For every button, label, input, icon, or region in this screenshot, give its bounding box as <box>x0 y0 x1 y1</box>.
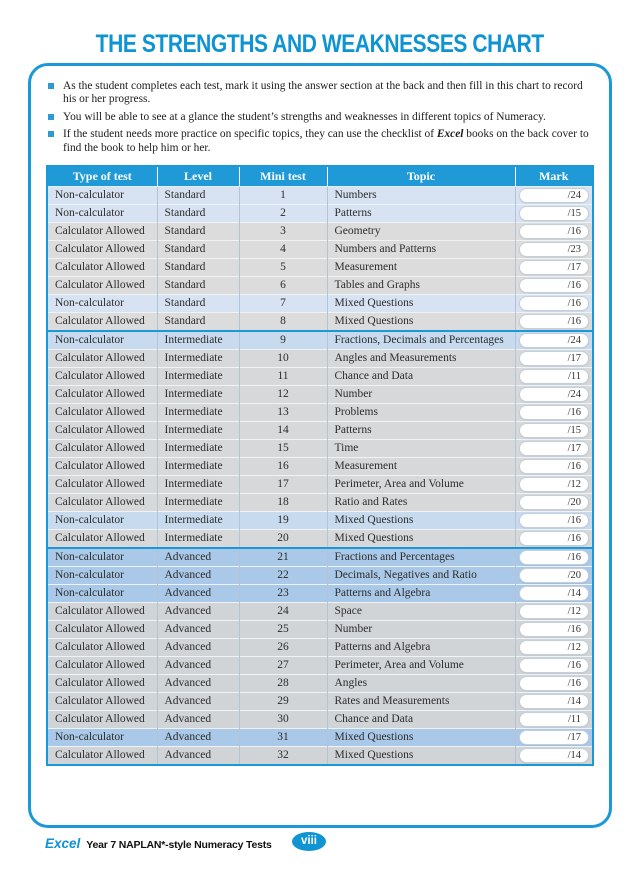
topic-cell: Patterns <box>327 421 515 439</box>
type-cell: Calculator Allowed <box>47 475 157 493</box>
type-cell: Non-calculator <box>47 548 157 567</box>
level-cell: Intermediate <box>157 439 239 457</box>
mark-cell <box>515 692 593 710</box>
type-cell: Calculator Allowed <box>47 367 157 385</box>
level-cell: Advanced <box>157 692 239 710</box>
type-cell: Non-calculator <box>55 189 124 202</box>
bullet-square-icon <box>48 83 54 89</box>
topic-cell: Measurement <box>327 457 515 475</box>
mark-input[interactable]: /16 <box>519 622 590 637</box>
mark-cell <box>515 620 593 638</box>
bullet-square-icon <box>48 114 54 120</box>
level-cell: Intermediate <box>157 457 239 475</box>
minitest-cell: 8 <box>239 312 327 331</box>
table-row <box>47 258 593 276</box>
type-cell: Non-calculator <box>47 204 157 222</box>
minitest-cell: 31 <box>239 728 327 746</box>
mark-cell <box>515 602 593 620</box>
level-cell: Advanced <box>157 584 239 602</box>
minitest-cell: 26 <box>239 638 327 656</box>
topic-cell: Space <box>327 602 515 620</box>
intro-bullet <box>46 128 591 155</box>
type-cell: Calculator Allowed <box>47 710 157 728</box>
mark-input[interactable]: /12 <box>519 477 590 492</box>
column-header-mini-test: Mini test <box>239 166 327 186</box>
table-row <box>47 656 593 674</box>
minitest-cell: 23 <box>239 584 327 602</box>
topic-cell: Mixed Questions <box>327 746 515 765</box>
topic-cell: Chance and Data <box>327 367 515 385</box>
level-cell: Advanced <box>157 548 239 567</box>
topic-cell: Mixed Questions <box>327 728 515 746</box>
mark-cell <box>515 186 593 204</box>
mark-cell <box>515 403 593 421</box>
table-row <box>47 511 593 529</box>
table-header-row <box>47 166 593 186</box>
table-row <box>47 674 593 692</box>
mark-cell <box>515 511 593 529</box>
table-row <box>47 367 593 385</box>
mark-input[interactable]: /24 <box>519 387 590 402</box>
level-cell: Intermediate <box>157 349 239 367</box>
mark-input[interactable]: /12 <box>519 640 590 655</box>
minitest-cell: 27 <box>239 656 327 674</box>
minitest-cell: 1 <box>239 186 327 204</box>
mark-input[interactable]: /16 <box>519 658 590 673</box>
type-cell: Calculator Allowed <box>47 529 157 548</box>
table-row <box>47 620 593 638</box>
type-cell: Calculator Allowed <box>47 620 157 638</box>
column-header-mark: Mark <box>515 166 593 186</box>
table-row <box>47 566 593 584</box>
mark-input[interactable]: /16 <box>519 224 590 239</box>
mark-input[interactable]: /16 <box>519 550 590 565</box>
table-row <box>47 240 593 258</box>
mark-cell <box>515 258 593 276</box>
page-title <box>0 30 640 59</box>
table-row <box>47 728 593 746</box>
minitest-cell: 16 <box>239 457 327 475</box>
topic-cell: Perimeter, Area and Volume <box>327 475 515 493</box>
type-cell: Calculator Allowed <box>47 602 157 620</box>
section-intermediate <box>47 331 593 548</box>
mark-input[interactable]: /23 <box>519 242 590 257</box>
mark-cell <box>515 457 593 475</box>
mark-input[interactable]: /24 <box>519 188 590 203</box>
level-cell: Standard <box>157 276 239 294</box>
table-row <box>47 331 593 350</box>
bullet-text: books on the back cover to find the book to help him or her. <box>63 128 589 154</box>
minitest-cell: 3 <box>239 222 327 240</box>
mark-input[interactable]: /14 <box>519 748 590 763</box>
topic-cell: Rates and Measurements <box>327 692 515 710</box>
mark-cell <box>515 312 593 331</box>
topic-cell: Patterns and Algebra <box>327 584 515 602</box>
level-cell: Advanced <box>157 566 239 584</box>
strengths-table <box>46 165 594 766</box>
topic-cell: Numbers <box>327 186 515 204</box>
type-cell: Calculator Allowed <box>47 312 157 331</box>
minitest-cell: 6 <box>239 276 327 294</box>
mark-input[interactable]: /15 <box>519 206 590 221</box>
mark-cell <box>515 548 593 567</box>
table-row <box>47 584 593 602</box>
section-advanced <box>47 548 593 765</box>
level-cell: Advanced <box>157 620 239 638</box>
minitest-cell: 18 <box>239 493 327 511</box>
mark-input[interactable]: /16 <box>519 513 590 528</box>
mark-input[interactable]: /16 <box>519 296 590 311</box>
mark-cell <box>515 367 593 385</box>
table-row <box>47 276 593 294</box>
type-cell: Calculator Allowed <box>47 349 157 367</box>
table-row <box>47 746 593 765</box>
topic-cell: Numbers and Patterns <box>327 240 515 258</box>
topic-cell: Problems <box>327 403 515 421</box>
type-cell: Calculator Allowed <box>47 222 157 240</box>
footer <box>45 836 272 851</box>
mark-input[interactable]: /16 <box>519 459 590 474</box>
table-row <box>47 457 593 475</box>
minitest-cell: 2 <box>239 204 327 222</box>
mark-cell <box>515 421 593 439</box>
type-cell: Calculator Allowed <box>47 457 157 475</box>
topic-cell: Fractions and Percentages <box>327 548 515 567</box>
mark-input[interactable]: /17 <box>519 351 590 366</box>
level-cell: Standard <box>157 294 239 312</box>
level-cell: Advanced <box>157 602 239 620</box>
table-row <box>47 692 593 710</box>
footer-brand: Excel <box>45 836 81 851</box>
level-cell: Advanced <box>157 746 239 765</box>
minitest-cell: 5 <box>239 258 327 276</box>
column-header-level: Level <box>157 166 239 186</box>
brand-text: Excel <box>436 128 464 141</box>
level-cell: Standard <box>157 312 239 331</box>
mark-cell <box>515 566 593 584</box>
minitest-cell: 14 <box>239 421 327 439</box>
topic-cell: Number <box>327 385 515 403</box>
mark-input[interactable]: /11 <box>519 712 590 727</box>
type-cell: Calculator Allowed <box>47 638 157 656</box>
mark-cell <box>515 493 593 511</box>
topic-cell: Number <box>327 620 515 638</box>
minitest-cell: 7 <box>239 294 327 312</box>
type-cell: Calculator Allowed <box>47 674 157 692</box>
table-row <box>47 548 593 567</box>
mark-input[interactable]: /16 <box>519 278 590 293</box>
level-cell: Intermediate <box>157 403 239 421</box>
mark-cell <box>515 204 593 222</box>
table-row <box>47 349 593 367</box>
type-cell: Calculator Allowed <box>47 421 157 439</box>
level-cell: Advanced <box>157 728 239 746</box>
mark-input[interactable]: /14 <box>519 586 590 601</box>
minitest-cell: 10 <box>239 349 327 367</box>
page-title-text: THE STRENGTHS AND WEAKNESSES CHART <box>95 30 545 58</box>
table-row <box>47 710 593 728</box>
mark-cell <box>515 385 593 403</box>
mark-cell <box>515 656 593 674</box>
table-row <box>47 312 593 331</box>
type-cell: Calculator Allowed <box>47 692 157 710</box>
mark-cell <box>515 276 593 294</box>
topic-cell: Measurement <box>327 258 515 276</box>
mark-input[interactable]: /15 <box>519 423 590 438</box>
topic-cell: Mixed Questions <box>327 312 515 331</box>
topic-cell: Tables and Graphs <box>327 276 515 294</box>
mark-input[interactable]: /12 <box>519 604 590 619</box>
intro-bullet <box>46 80 591 107</box>
mark-input[interactable]: /24 <box>519 333 590 348</box>
table-row <box>47 222 593 240</box>
topic-cell: Angles <box>327 674 515 692</box>
type-cell: Calculator Allowed <box>47 403 157 421</box>
topic-cell: Ratio and Rates <box>327 493 515 511</box>
type-cell: Calculator Allowed <box>47 276 157 294</box>
column-header-type-of-test: Type of test <box>47 166 157 186</box>
topic-cell: Patterns <box>327 204 515 222</box>
minitest-cell: 24 <box>239 602 327 620</box>
type-cell: Non-calculator <box>47 728 157 746</box>
mark-input[interactable]: /16 <box>519 531 590 546</box>
mark-cell <box>515 294 593 312</box>
topic-cell: Fractions, Decimals and Percentages <box>327 331 515 350</box>
table-row <box>47 475 593 493</box>
type-cell: Non-calculator <box>47 294 157 312</box>
content-panel <box>28 63 612 828</box>
mark-cell <box>515 240 593 258</box>
level-cell: Intermediate <box>157 475 239 493</box>
table-row <box>47 385 593 403</box>
bullet-square-icon <box>48 131 54 137</box>
type-cell: Non-calculator <box>47 331 157 350</box>
level-cell: Intermediate <box>157 493 239 511</box>
topic-cell: Patterns and Algebra <box>327 638 515 656</box>
column-header-topic: Topic <box>327 166 515 186</box>
mark-input[interactable]: /16 <box>519 314 590 329</box>
level-cell: Standard <box>157 186 239 204</box>
mark-cell <box>515 331 593 350</box>
mark-input[interactable]: /16 <box>519 676 590 691</box>
level-cell: Intermediate <box>157 511 239 529</box>
mark-cell <box>515 222 593 240</box>
mark-input[interactable]: /17 <box>519 730 590 745</box>
mark-cell <box>515 638 593 656</box>
mark-input[interactable]: /17 <box>519 441 590 456</box>
minitest-cell: 15 <box>239 439 327 457</box>
table-row <box>47 294 593 312</box>
level-cell: Standard <box>157 204 239 222</box>
mark-cell <box>515 674 593 692</box>
minitest-cell: 19 <box>239 511 327 529</box>
minitest-cell: 29 <box>239 692 327 710</box>
topic-cell: Mixed Questions <box>327 511 515 529</box>
type-cell: Calculator Allowed <box>47 439 157 457</box>
type-cell: Calculator Allowed <box>47 258 157 276</box>
mark-cell <box>515 746 593 765</box>
minitest-cell: 17 <box>239 475 327 493</box>
table-row <box>47 602 593 620</box>
mark-cell <box>515 529 593 548</box>
level-cell: Advanced <box>157 710 239 728</box>
mark-input[interactable]: /16 <box>519 405 590 420</box>
minitest-cell: 32 <box>239 746 327 765</box>
table-row <box>47 439 593 457</box>
level-cell: Standard <box>157 258 239 276</box>
minitest-cell: 12 <box>239 385 327 403</box>
intro-bullet-list <box>46 80 591 155</box>
minitest-cell: 11 <box>239 367 327 385</box>
section-standard <box>47 186 593 331</box>
type-cell: Calculator Allowed <box>47 240 157 258</box>
bullet-text: You will be able to see at a glance the student’s strengths and weaknesses in different topics of Numeracy. <box>63 110 546 123</box>
table-row <box>47 403 593 421</box>
minitest-cell: 22 <box>239 566 327 584</box>
intro-bullet <box>46 111 591 124</box>
table-row <box>47 186 593 204</box>
level-cell: Standard <box>157 222 239 240</box>
mark-input[interactable]: /20 <box>519 568 590 583</box>
topic-cell: Chance and Data <box>327 710 515 728</box>
table-row <box>47 493 593 511</box>
type-cell: Non-calculator <box>47 584 157 602</box>
minitest-cell: 30 <box>239 710 327 728</box>
minitest-cell: 20 <box>239 529 327 548</box>
minitest-cell: 28 <box>239 674 327 692</box>
level-cell: Intermediate <box>157 421 239 439</box>
minitest-cell: 25 <box>239 620 327 638</box>
bullet-text: As the student completes each test, mark it using the answer section at the back and then fill in this chart to record his or her progress. <box>63 80 583 106</box>
type-cell: Non-calculator <box>47 566 157 584</box>
table-row <box>47 204 593 222</box>
bullet-text: If the student needs more practice on specific topics, they can use the checklist of <box>63 128 437 141</box>
mark-input[interactable]: /11 <box>519 369 590 384</box>
type-cell: Calculator Allowed <box>47 385 157 403</box>
type-cell: Non-calculator <box>47 511 157 529</box>
topic-cell: Decimals, Negatives and Ratio <box>327 566 515 584</box>
minitest-cell: 13 <box>239 403 327 421</box>
level-cell: Intermediate <box>157 331 239 350</box>
table-row <box>47 421 593 439</box>
mark-cell <box>515 584 593 602</box>
minitest-cell: 9 <box>239 331 327 350</box>
mark-input[interactable]: /20 <box>519 495 590 510</box>
table-row <box>47 638 593 656</box>
level-cell: Advanced <box>157 638 239 656</box>
minitest-cell: 4 <box>239 240 327 258</box>
topic-cell: Time <box>327 439 515 457</box>
mark-cell <box>515 475 593 493</box>
level-cell: Intermediate <box>157 529 239 548</box>
mark-cell <box>515 349 593 367</box>
level-cell: Intermediate <box>157 385 239 403</box>
type-cell: Calculator Allowed <box>47 656 157 674</box>
mark-input[interactable]: /14 <box>519 694 590 709</box>
topic-cell: Angles and Measurements <box>327 349 515 367</box>
mark-cell <box>515 728 593 746</box>
mark-cell <box>515 710 593 728</box>
mark-cell <box>515 439 593 457</box>
topic-cell: Mixed Questions <box>327 294 515 312</box>
level-cell: Intermediate <box>157 367 239 385</box>
topic-cell: Mixed Questions <box>327 529 515 548</box>
topic-cell: Perimeter, Area and Volume <box>327 656 515 674</box>
type-cell: Calculator Allowed <box>47 746 157 765</box>
page-number-badge: viii <box>292 832 326 851</box>
minitest-cell: 21 <box>239 548 327 567</box>
level-cell: Standard <box>157 240 239 258</box>
level-cell: Advanced <box>157 656 239 674</box>
topic-cell: Geometry <box>327 222 515 240</box>
type-cell: Calculator Allowed <box>47 493 157 511</box>
mark-input[interactable]: /17 <box>519 260 590 275</box>
table-row <box>47 529 593 548</box>
level-cell: Advanced <box>157 674 239 692</box>
footer-book-title: Year 7 NAPLAN*-style Numeracy Tests <box>86 839 272 851</box>
